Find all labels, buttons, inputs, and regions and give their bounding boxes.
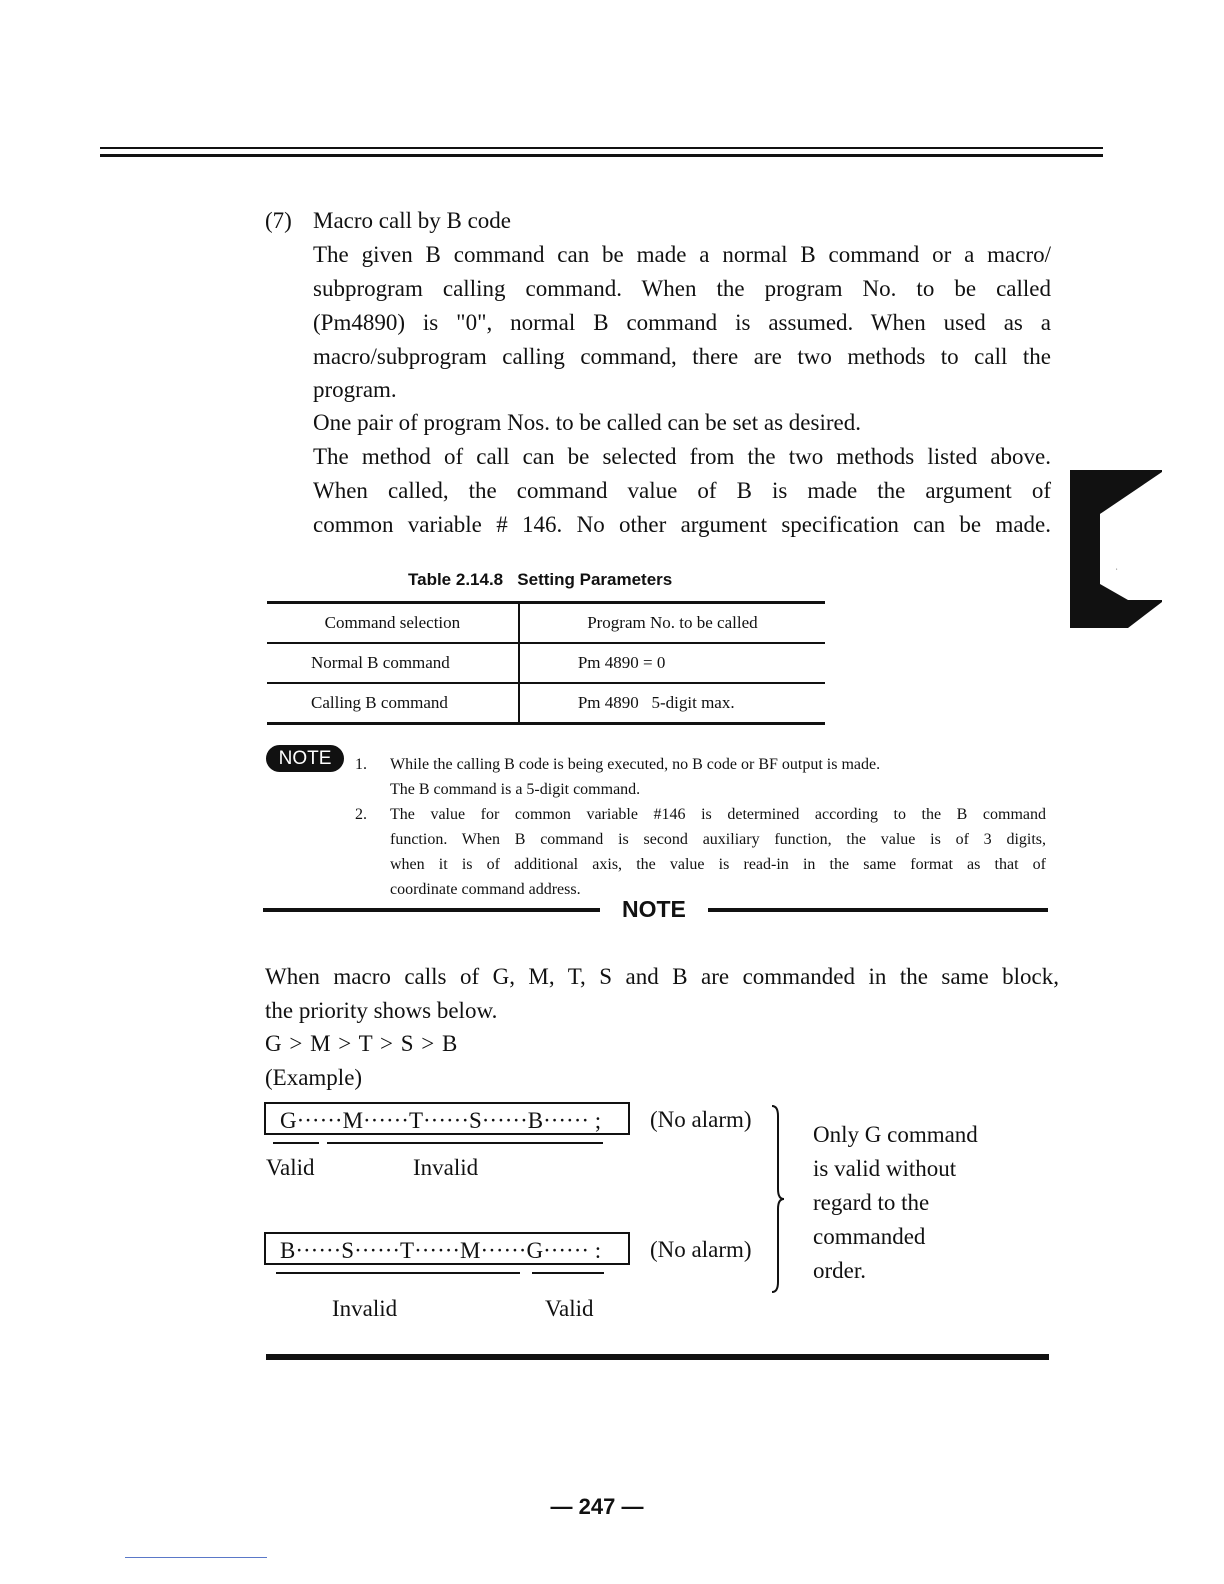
example-2-valid-label: Valid: [545, 1296, 594, 1321]
table-cell: Pm 4890 = 0: [519, 643, 825, 683]
footer-blue-rule: [125, 1557, 267, 1558]
example-1-valid-underline: [273, 1142, 319, 1144]
page-number: — 247 —: [550, 1494, 644, 1519]
bottom-rule: [266, 1354, 1049, 1360]
side-note-line-3: regard to the: [813, 1190, 930, 1215]
paragraph-line-6: One pair of program Nos. to be called can be set as desired.: [313, 410, 861, 435]
note-item-2-line-2: function. When B command is second auxiliary function, the value is of 3 digits,: [390, 831, 1046, 848]
example-2-code-box: B······S······T······M······G······ :: [264, 1232, 630, 1265]
example-2-invalid-underline: [276, 1272, 520, 1274]
table-row: [267, 683, 825, 724]
paragraph-line-1: The given B command can be made a normal B command or a macro/: [313, 242, 1051, 267]
table-row: [267, 643, 825, 683]
chapter-tab-letter: E: [1116, 569, 1118, 571]
note-item-2-line-1: The value for common variable #146 is determined according to the B command: [390, 806, 1046, 823]
priority-order: G > M > T > S > B: [265, 1031, 458, 1056]
table-header-command-selection: Command selection: [267, 603, 519, 644]
side-note-line-1: Only G command: [813, 1122, 978, 1147]
setting-parameters-table: [267, 601, 825, 725]
paragraph-line-4: macro/subprogram calling command, there are two methods to call the: [313, 344, 1051, 369]
note-footer-label: NOTE: [622, 896, 686, 922]
table-caption: Table 2.14.8 Setting Parameters: [408, 570, 673, 589]
note-footer-rule-left: [263, 908, 600, 912]
example-1-code-box: G······M······T······S······B······ ;: [264, 1102, 630, 1135]
example-1-invalid-label: Invalid: [413, 1155, 479, 1180]
note-item-1-number: 1.: [355, 756, 367, 773]
paragraph-line-3: (Pm4890) is "0", normal B command is assumed. When used as a: [313, 310, 1051, 335]
priority-line-2: the priority shows below.: [265, 998, 498, 1023]
example-2-valid-underline: [532, 1272, 604, 1274]
table-header-row: [267, 603, 825, 644]
right-curly-brace: [768, 1104, 790, 1294]
table-cell: Calling B command: [267, 683, 519, 724]
table-header-program-no: Program No. to be called: [519, 603, 825, 644]
header-rule-bottom: [100, 154, 1103, 157]
note-item-2-line-4: coordinate command address.: [390, 881, 581, 898]
example-1-invalid-underline: [327, 1142, 603, 1144]
side-note-line-2: is valid without: [813, 1156, 957, 1181]
chapter-tab-e-icon: [1070, 470, 1162, 628]
note-item-2-number: 2.: [355, 806, 367, 823]
paragraph-line-5: program.: [313, 377, 397, 402]
example-label: (Example): [265, 1065, 363, 1090]
paragraph-line-9: common variable # 146. No other argument specification can be made.: [313, 512, 1051, 537]
example-2-result: (No alarm): [650, 1237, 752, 1262]
note-item-2-line-3: when it is of additional axis, the value is read-in in the same format as that of: [390, 856, 1046, 873]
section-title: Macro call by B code: [313, 208, 511, 233]
note-footer-rule-right: [708, 908, 1048, 912]
header-rule-top: [100, 147, 1103, 149]
section-number: (7): [265, 208, 292, 233]
table-cell: Pm 4890 5-digit max.: [519, 683, 825, 724]
note-item-1-line-1: While the calling B code is being executed, no B code or BF output is made.: [390, 756, 881, 773]
paragraph-line-8: When called, the command value of B is made the argument of: [313, 478, 1051, 503]
priority-line-1: When macro calls of G, M, T, S and B are commanded in the same block,: [265, 964, 1059, 989]
table-cell: Normal B command: [267, 643, 519, 683]
example-1-valid-label: Valid: [266, 1155, 315, 1180]
paragraph-line-7: The method of call can be selected from the two methods listed above.: [313, 444, 1051, 469]
side-note-line-4: commanded: [813, 1224, 926, 1249]
note-item-1-line-2: The B command is a 5-digit command.: [390, 781, 641, 798]
paragraph-line-2: subprogram calling command. When the program No. to be called: [313, 276, 1051, 301]
example-1-result: (No alarm): [650, 1107, 752, 1132]
side-note-line-5: order.: [813, 1258, 867, 1283]
example-2-invalid-label: Invalid: [332, 1296, 398, 1321]
note-badge: NOTE: [266, 745, 344, 772]
